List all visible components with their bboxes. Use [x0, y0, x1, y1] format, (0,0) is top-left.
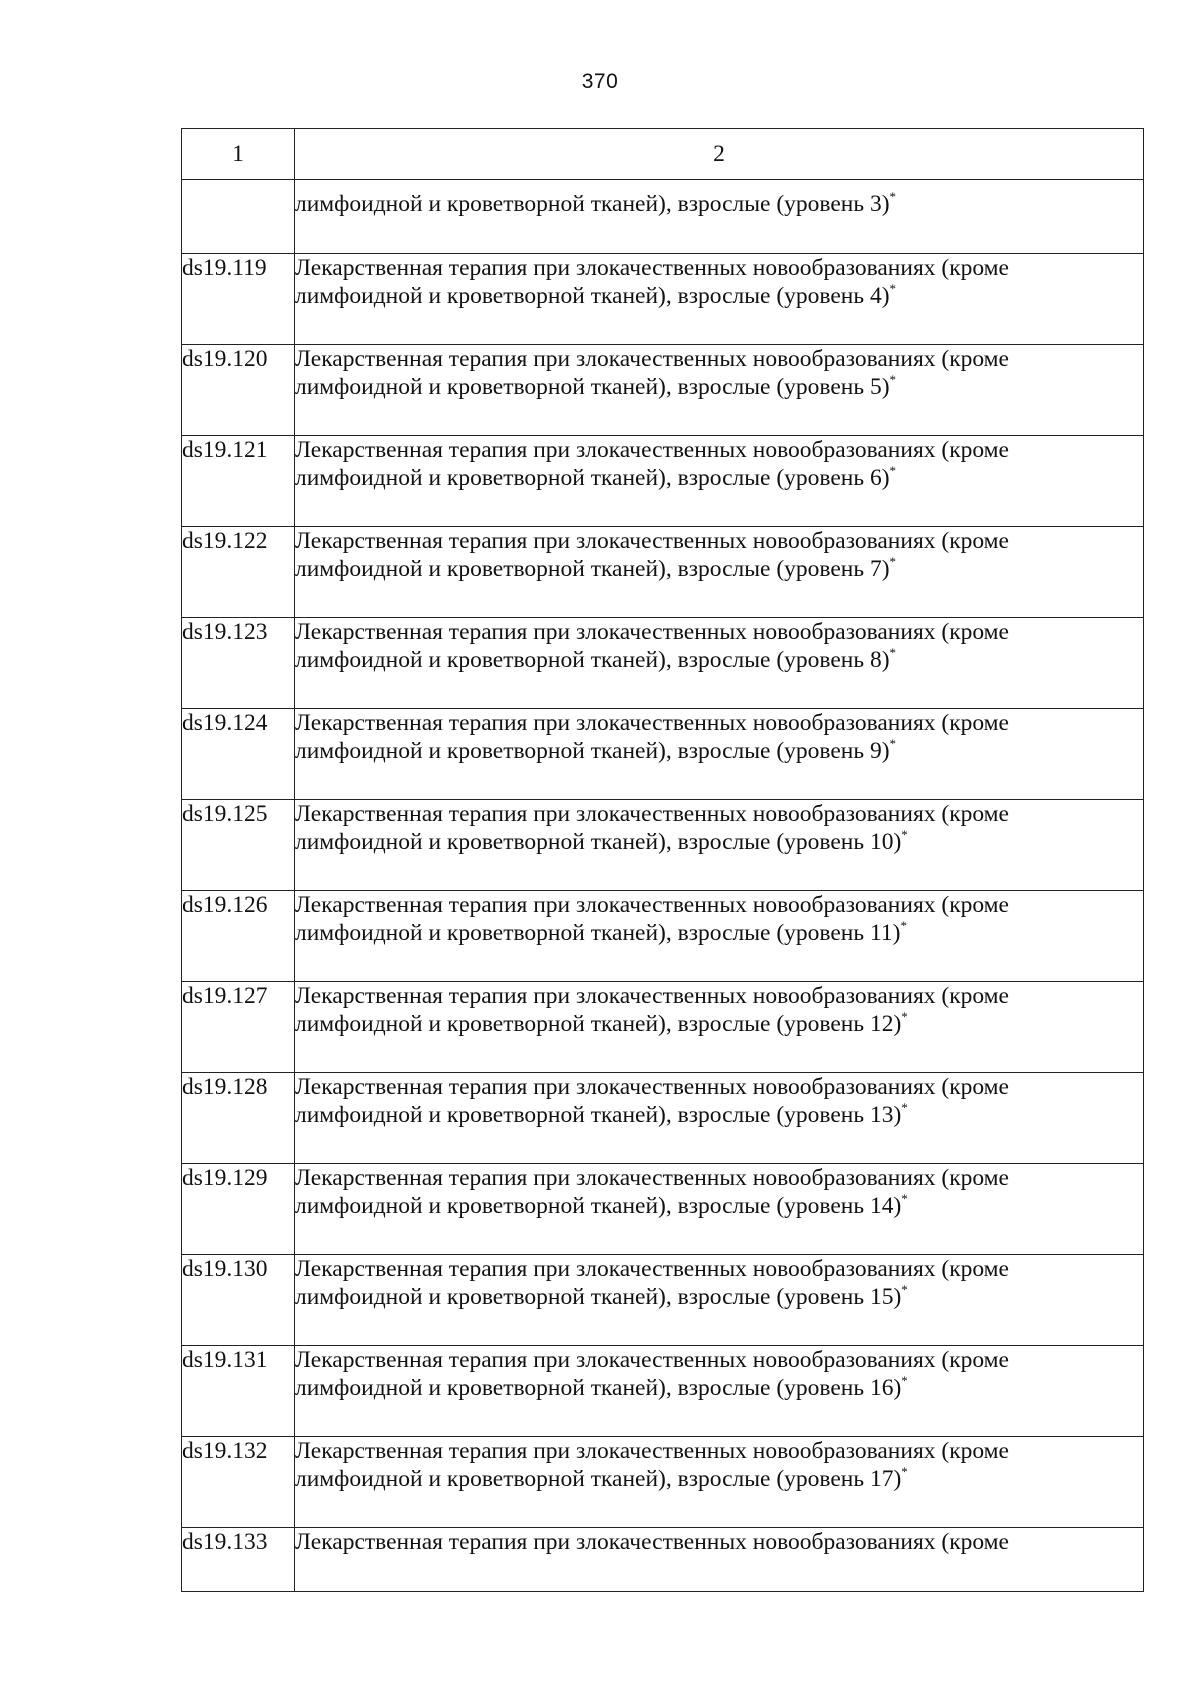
table-row: [182, 436, 1144, 527]
row-description-line-2-text: лимфоидной и кроветворной тканей), взрослые (уровень 7): [295, 556, 890, 582]
row-description-line-2: [295, 555, 1143, 583]
row-description-line-1: Лекарственная терапия при злокачественных новообразованиях (кроме: [295, 1256, 1009, 1282]
table-row: [182, 618, 1144, 709]
table-row: [182, 1255, 1144, 1346]
row-description-line-1: Лекарственная терапия при злокачественных новообразованиях (кроме: [295, 255, 1009, 281]
row-description-line-2: [295, 1010, 1143, 1038]
row-description-cell: [295, 800, 1144, 891]
row-description-line-2-text: лимфоидной и кроветворной тканей), взрослые (уровень 6): [295, 465, 890, 491]
row-description-line-2: [295, 373, 1143, 401]
row-description-line-1: Лекарственная терапия при злокачественных новообразованиях (кроме: [295, 437, 1009, 463]
row-code-cell: ds19.128: [182, 1073, 295, 1164]
row-description-line-2-text: лимфоидной и кроветворной тканей), взрослые (уровень 15): [295, 1284, 902, 1310]
row-code-cell: ds19.125: [182, 800, 295, 891]
row-description-text: лимфоидной и кроветворной тканей), взрослые (уровень 3): [295, 191, 890, 217]
row-description-line-1: Лекарственная терапия при злокачественных новообразованиях (кроме: [295, 1529, 1009, 1555]
row-description-line-2: [295, 646, 1143, 674]
table-row: [182, 891, 1144, 982]
row-description-line-2-text: лимфоидной и кроветворной тканей), взрослые (уровень 4): [295, 283, 890, 309]
row-description-line-1: Лекарственная терапия при злокачественных новообразованиях (кроме: [295, 1165, 1009, 1191]
table-row: [182, 800, 1144, 891]
row-description-cell: [295, 1164, 1144, 1255]
table-row-continuation: [182, 180, 1144, 254]
row-description-line-2-text: лимфоидной и кроветворной тканей), взрослые (уровень 9): [295, 738, 890, 764]
table-row: [182, 1346, 1144, 1437]
header-col-2: 2: [295, 129, 1144, 180]
row-code-cell: ds19.129: [182, 1164, 295, 1255]
row-description-cell: [295, 1437, 1144, 1528]
row-description-line-2-text: лимфоидной и кроветворной тканей), взрослые (уровень 14): [295, 1193, 902, 1219]
row-description-line-2: [295, 464, 1143, 492]
row-description-line-2-text: лимфоидной и кроветворной тканей), взрослые (уровень 5): [295, 374, 890, 400]
page-number: 370: [581, 70, 619, 93]
row-code-cell: ds19.126: [182, 891, 295, 982]
row-description-cell: [295, 527, 1144, 618]
footnote-asterisk: *: [889, 554, 897, 569]
footnote-asterisk: *: [889, 372, 897, 387]
footnote-asterisk: *: [901, 1282, 908, 1297]
row-description-line-2: [295, 828, 1143, 856]
footnote-asterisk: *: [901, 1009, 908, 1024]
row-description-cell: [295, 891, 1144, 982]
row-description-cell: [295, 982, 1144, 1073]
row-description-cell: [295, 180, 1144, 254]
row-description-line-1: Лекарственная терапия при злокачественных новообразованиях (кроме: [295, 619, 1009, 645]
table-row: [182, 254, 1144, 345]
table-row: [182, 1073, 1144, 1164]
table-row: [182, 1164, 1144, 1255]
row-code-cell: ds19.130: [182, 1255, 295, 1346]
row-code-cell: ds19.132: [182, 1437, 295, 1528]
footnote-asterisk: *: [889, 645, 897, 660]
row-code-cell: ds19.121: [182, 436, 295, 527]
row-code-cell: ds19.133: [182, 1528, 295, 1592]
row-description-line-2-text: лимфоидной и кроветворной тканей), взрослые (уровень 11): [295, 920, 901, 946]
row-description-line-2-text: лимфоидной и кроветворной тканей), взрослые (уровень 8): [295, 647, 890, 673]
row-description-line-1: Лекарственная терапия при злокачественных новообразованиях (кроме: [295, 892, 1009, 918]
row-description-line-2: [295, 1374, 1143, 1402]
table-row: [182, 345, 1144, 436]
row-description-line-2-text: лимфоидной и кроветворной тканей), взрослые (уровень 17): [295, 1466, 902, 1492]
footnote-asterisk: *: [889, 189, 897, 204]
footnote-asterisk: *: [889, 736, 897, 751]
row-description-cell: [295, 1528, 1144, 1592]
row-description-line-1: Лекарственная терапия при злокачественных новообразованиях (кроме: [295, 528, 1009, 554]
row-code-cell: ds19.131: [182, 1346, 295, 1437]
row-description-cell: [295, 254, 1144, 345]
footnote-asterisk: *: [889, 281, 897, 296]
table-header-row: [182, 129, 1144, 180]
row-description-line-2-text: лимфоидной и кроветворной тканей), взрослые (уровень 10): [295, 829, 902, 855]
row-description-line-2-text: лимфоидной и кроветворной тканей), взрослые (уровень 16): [295, 1375, 902, 1401]
header-col-1: 1: [182, 129, 295, 180]
table-row: [182, 709, 1144, 800]
footnote-asterisk: *: [900, 918, 907, 933]
row-description-line-2-text: лимфоидной и кроветворной тканей), взрослые (уровень 13): [295, 1102, 902, 1128]
row-code-cell: ds19.127: [182, 982, 295, 1073]
row-code-cell: ds19.120: [182, 345, 295, 436]
row-description-cell: [295, 1073, 1144, 1164]
footnote-asterisk: *: [901, 827, 908, 842]
row-description-cell: [295, 618, 1144, 709]
row-description-line-1: Лекарственная терапия при злокачественных новообразованиях (кроме: [295, 983, 1009, 1009]
row-description-line-2: [295, 737, 1143, 765]
table-row: [182, 1437, 1144, 1528]
row-description-line-1: Лекарственная терапия при злокачественных новообразованиях (кроме: [295, 1347, 1009, 1373]
row-description-line-2: [295, 919, 1143, 947]
row-code-cell: ds19.124: [182, 709, 295, 800]
row-code-cell: ds19.123: [182, 618, 295, 709]
row-description-line-2: [295, 1283, 1143, 1311]
row-description-cell: [295, 709, 1144, 800]
row-description-cell: [295, 1255, 1144, 1346]
table-row: [182, 527, 1144, 618]
row-description-line-1: Лекарственная терапия при злокачественных новообразованиях (кроме: [295, 710, 1009, 736]
row-description-cell: [295, 436, 1144, 527]
row-description-line-1: Лекарственная терапия при злокачественных новообразованиях (кроме: [295, 1074, 1009, 1100]
footnote-asterisk: *: [901, 1373, 908, 1388]
row-description-line-2-text: лимфоидной и кроветворной тканей), взрослые (уровень 12): [295, 1011, 902, 1037]
row-code-cell: ds19.119: [182, 254, 295, 345]
row-description-cell: [295, 1346, 1144, 1437]
footnote-asterisk: *: [901, 1191, 908, 1206]
footnote-asterisk: *: [901, 1100, 908, 1115]
row-code-cell: ds19.122: [182, 527, 295, 618]
footnote-asterisk: *: [889, 463, 897, 478]
row-description-line-2: [295, 1192, 1143, 1220]
row-description-line-2: [295, 282, 1143, 310]
row-description-line-1: Лекарственная терапия при злокачественных новообразованиях (кроме: [295, 1438, 1009, 1464]
row-code-cell: [182, 180, 295, 254]
row-description-line-1: Лекарственная терапия при злокачественных новообразованиях (кроме: [295, 801, 1009, 827]
footnote-asterisk: *: [901, 1464, 908, 1479]
row-description-line-1: Лекарственная терапия при злокачественных новообразованиях (кроме: [295, 346, 1009, 372]
row-description-cell: [295, 345, 1144, 436]
tariff-table: [181, 128, 1144, 1592]
table-row: [182, 982, 1144, 1073]
row-description-line-2: [295, 1101, 1143, 1129]
row-description-line-2: [295, 1465, 1143, 1493]
table-row-last: [182, 1528, 1144, 1592]
